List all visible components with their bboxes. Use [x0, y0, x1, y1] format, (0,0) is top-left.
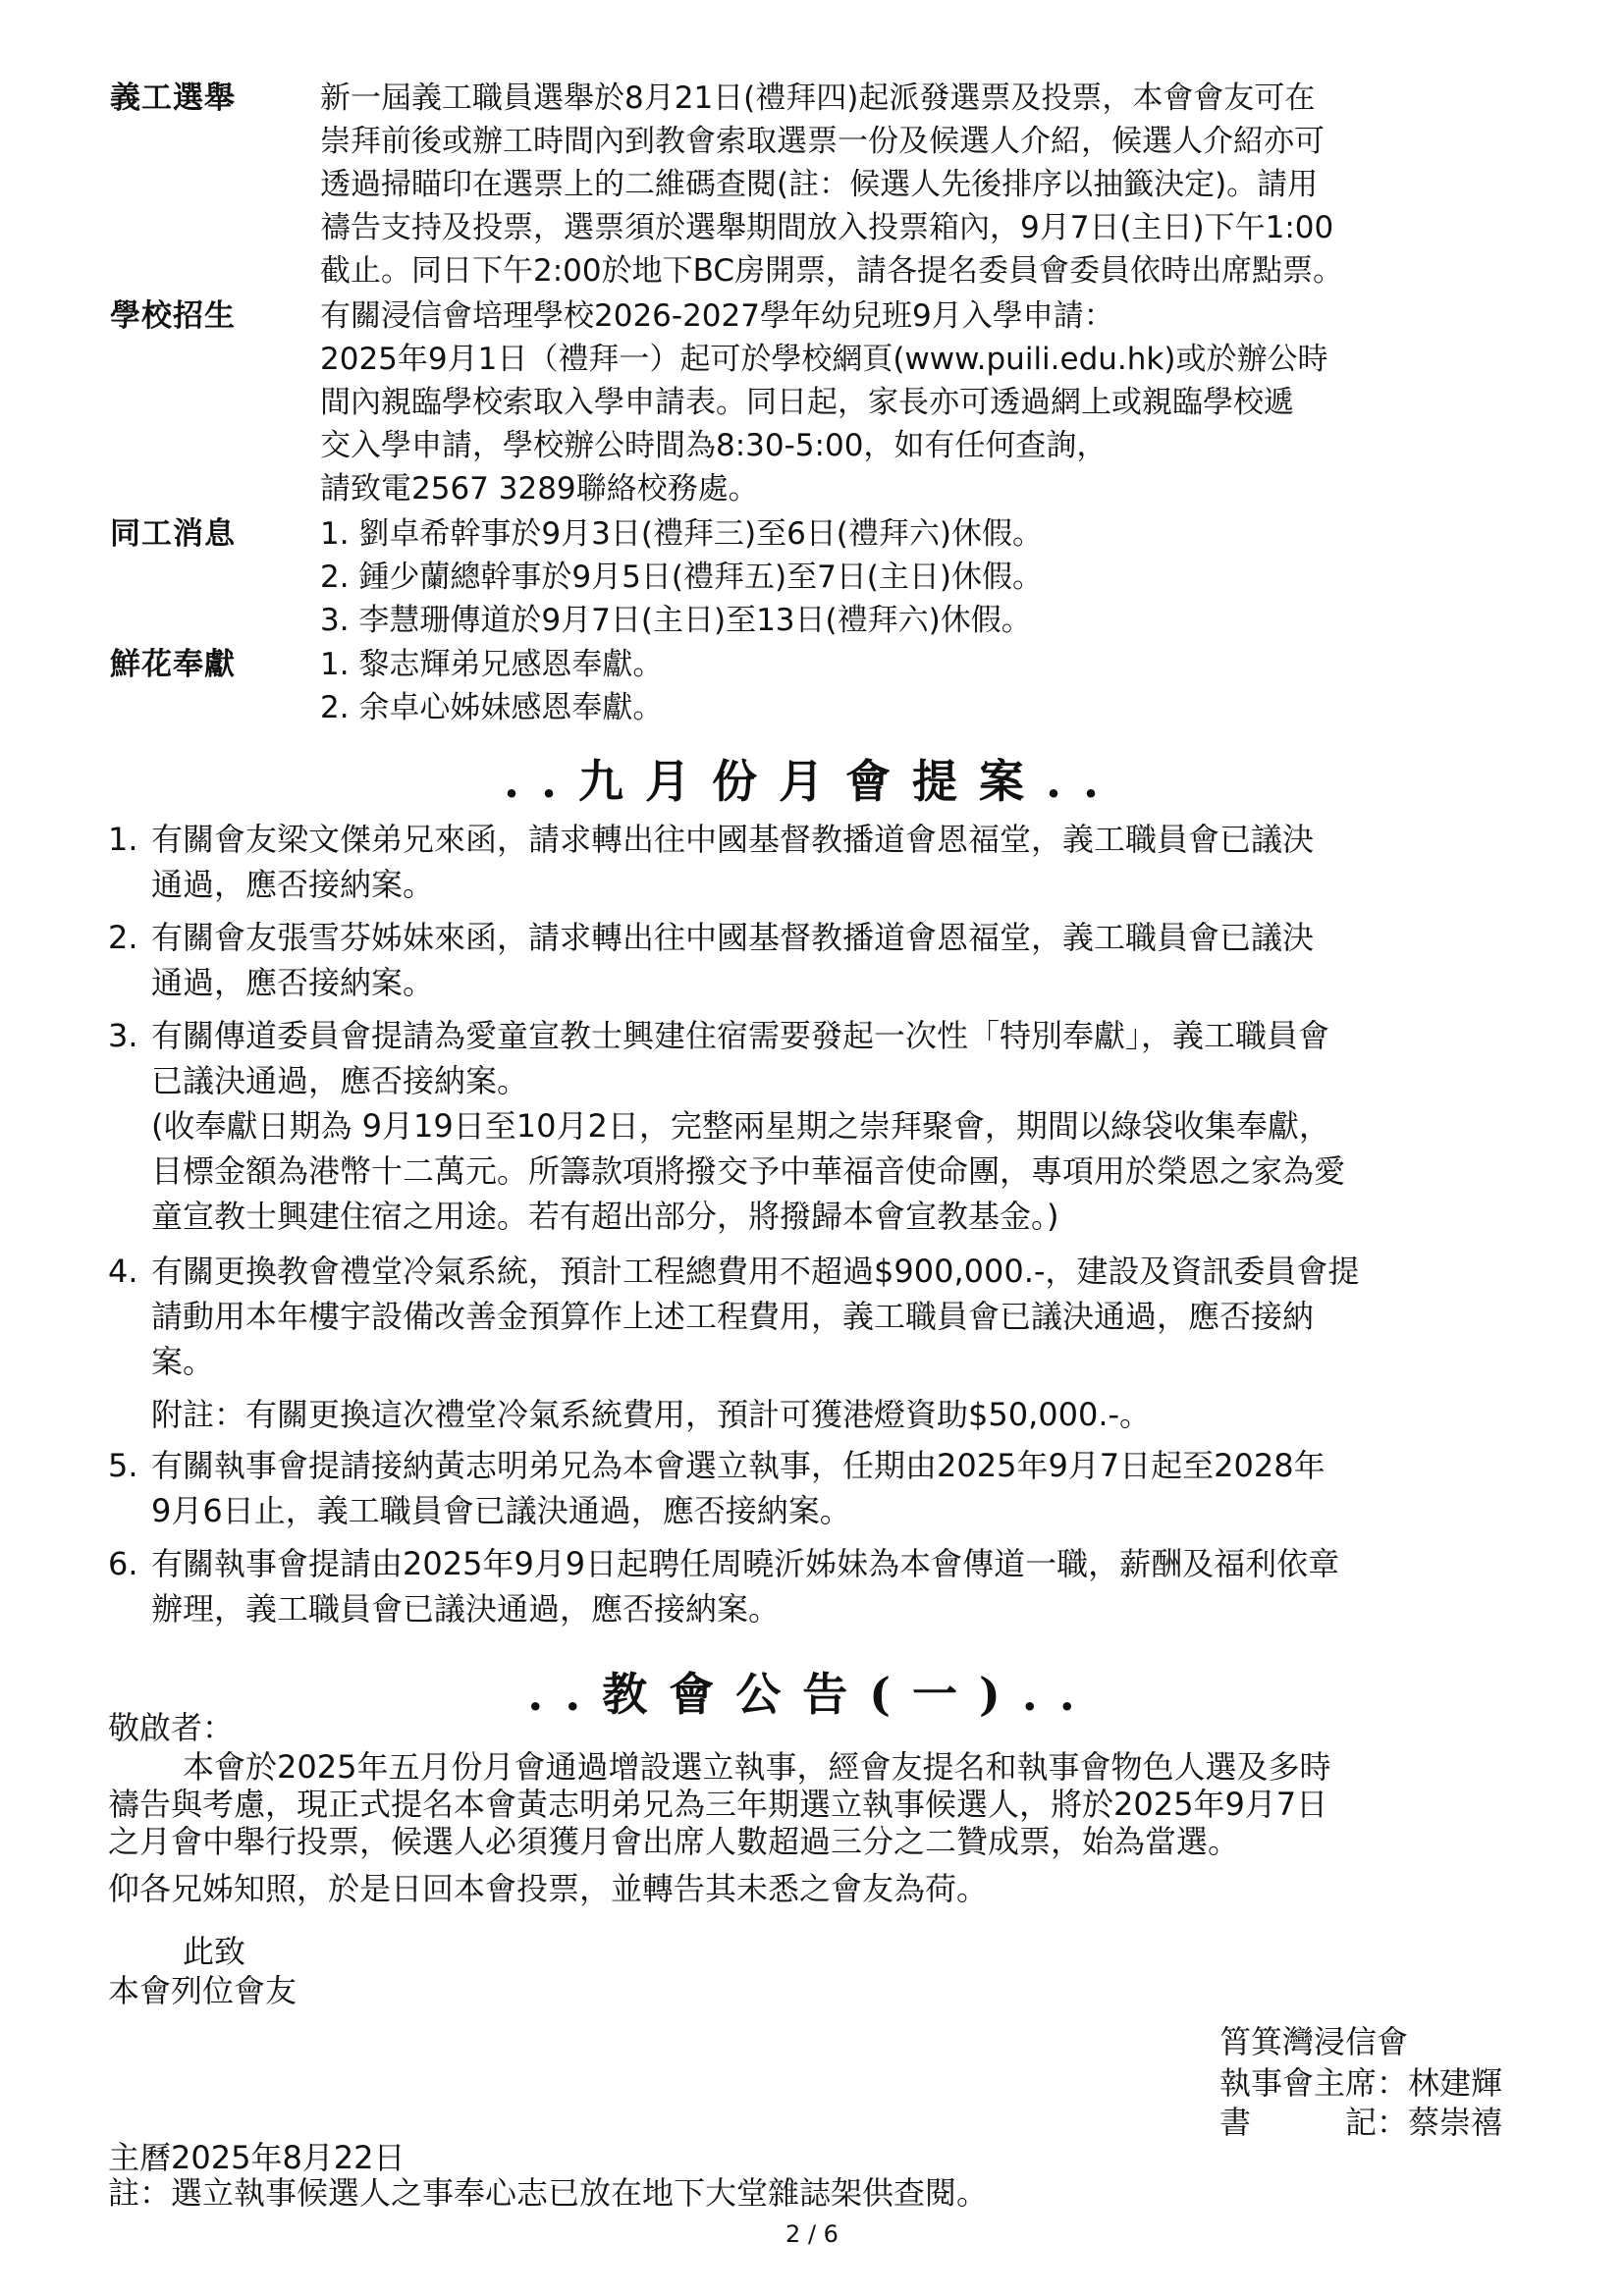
text-line: 辦理，義工職員會已議決通過，應否接納案。	[151, 1590, 781, 1628]
notice-heading: ..教會公告(一)..	[527, 1668, 1097, 1721]
proposal-text	[151, 1013, 1565, 1239]
text-line: 之月會中舉行投票，候選人必須獲月會出席人數超過三分之二贊成票，始為當選。	[108, 1823, 1240, 1860]
list-item: 3. 李慧珊傳道於9月7日(主日)至13日(禮拜六)休假。	[320, 603, 1032, 638]
list-item: 1. 劉卓希幹事於9月3日(禮拜三)至6日(禮拜六)休假。	[320, 516, 1043, 552]
proposal-text	[151, 1541, 1565, 1631]
announcement-label: 學校招生	[110, 298, 236, 334]
proposal-number: 3.	[108, 1017, 138, 1054]
chairman-signature: 執事會主席：林建輝	[1219, 2064, 1503, 2102]
list-item: 2. 余卓心姊妹感恩奉獻。	[320, 690, 664, 725]
announcement-body	[320, 643, 1567, 729]
announcement-body	[320, 512, 1567, 642]
notice-request: 仰各兄姊知照，於是日回本會投票，並轉告其未悉之會友為荷。	[108, 1870, 989, 1907]
text-line: 有關浸信會培理學校2026-2027學年幼兒班9月入學申請：	[320, 298, 1114, 334]
secretary-signature: 書 記：蔡崇禧	[1219, 2104, 1503, 2141]
announcement-body	[320, 77, 1567, 293]
proposal-number: 5.	[108, 1447, 138, 1484]
text-line: (收奉獻日期為 9月19日至10月2日，完整兩星期之崇拜聚會，期間以綠袋收集奉獻，	[151, 1107, 1330, 1145]
proposal-text	[151, 1249, 1565, 1437]
list-item: 1. 黎志輝弟兄感恩奉獻。	[320, 647, 664, 682]
text-line: 童宣教士興建住宿之用途。若有超出部分，將撥歸本會宣教基金。)	[151, 1198, 1059, 1235]
text-line: 間內親臨學校索取入學申請表。同日起，家長亦可透過網上或親臨學校遞	[320, 385, 1294, 420]
text-line: 通過，應否接納案。	[151, 964, 435, 1001]
salutation: 敬啟者：	[108, 1709, 235, 1746]
closing: 此致	[183, 1933, 246, 1970]
proposal-number: 1.	[108, 821, 138, 858]
proposal-footnote: 附註：有關更換這次禮堂冷氣系統費用，預計可獲港燈資助$50,000.-。	[151, 1396, 1152, 1433]
proposal-number: 6.	[108, 1545, 138, 1582]
church-name: 筲箕灣浸信會	[1219, 2023, 1409, 2060]
text-line: 目標金額為港幣十二萬元。所籌款項將撥交予中華福音使命團，專項用於榮恩之家為愛	[151, 1152, 1346, 1190]
recipient: 本會列位會友	[108, 1972, 298, 2009]
text-line: 通過，應否接納案。	[151, 866, 435, 903]
text-line: 透過掃瞄印在選票上的二維碼查閱(註：候選人先後排序以抽籤決定)。請用	[320, 167, 1319, 202]
announcement-label: 同工消息	[110, 516, 236, 552]
page-number: 2 / 6	[785, 2220, 839, 2248]
text-line: 請致電2567 3289聯絡校務處。	[320, 471, 759, 507]
text-line: 有關會友梁文傑弟兄來函，請求轉出往中國基督教播道會恩福堂，義工職員會已議決	[151, 821, 1315, 858]
proposal-number: 4.	[108, 1253, 138, 1290]
text-line: 有關更換教會禮堂冷氣系統，預計工程總費用不超過$900,000.-，建設及資訊委員會提	[151, 1253, 1360, 1290]
text-line: 本會於2025年五月份月會通過增設選立執事，經會友提名和執事會物色人選及多時	[183, 1748, 1331, 1786]
proposals-heading: ..九月份月會提案..	[503, 755, 1121, 808]
text-line: 崇拜前後或辦工時間內到教會索取選票一份及候選人介紹，候選人介紹亦可	[320, 124, 1325, 159]
text-line: 請動用本年樓宇設備改善金預算作上述工程費用，義工職員會已議決通過，應否接納	[151, 1298, 1315, 1335]
proposal-text	[151, 817, 1565, 907]
text-line: 交入學申請，學校辦公時間為8:30-5:00，如有任何查詢，	[320, 428, 1108, 463]
proposal-text	[151, 1443, 1565, 1533]
text-line: 案。	[151, 1343, 215, 1380]
list-item: 2. 鍾少蘭總幹事於9月5日(禮拜五)至7日(主日)休假。	[320, 560, 1043, 595]
text-line: 9月6日止，義工職員會已議決通過，應否接納案。	[151, 1492, 851, 1529]
proposal-number: 2.	[108, 919, 138, 956]
text-line: 2025年9月1日（禮拜一）起可於學校網頁(www.puili.edu.hk)或於辦公時	[320, 342, 1328, 377]
text-line: 禱告支持及投票，選票須於選舉期間放入投票箱內，9月7日(主日)下午1:00	[320, 210, 1334, 245]
text-line: 已議決通過，應否接納案。	[151, 1062, 529, 1099]
proposal-text	[151, 915, 1565, 1005]
notice-date: 主曆2025年8月22日	[108, 2139, 406, 2176]
announcement-label: 鮮花奉獻	[110, 647, 236, 682]
text-line: 有關傳道委員會提請為愛童宣教士興建住宿需要發起一次性「特別奉獻」，義工職員會	[151, 1017, 1330, 1054]
text-line: 新一屆義工職員選舉於8月21日(禮拜四)起派發選票及投票，本會會友可在	[320, 80, 1316, 116]
announcement-body	[320, 294, 1567, 510]
text-line: 截止。同日下午2:00於地下BC房開票，請各提名委員會委員依時出席點票。	[320, 253, 1343, 289]
notice-note: 註：選立執事候選人之事奉心志已放在地下大堂雜誌架供查閱。	[108, 2174, 989, 2212]
text-line: 有關執事會提請由2025年9月9日起聘任周曉沂姊妹為本會傳道一職，薪酬及福利依章	[151, 1545, 1340, 1582]
text-line: 有關會友張雪芬姊妹來函，請求轉出往中國基督教播道會恩福堂，義工職員會已議決	[151, 919, 1315, 956]
text-line: 禱告與考慮，現正式提名本會黃志明弟兄為三年期選立執事候選人，將於2025年9月7日	[108, 1786, 1328, 1823]
announcement-label: 義工選舉	[110, 80, 236, 116]
text-line: 有關執事會提請接納黃志明弟兄為本會選立執事，任期由2025年9月7日起至2028年	[151, 1447, 1326, 1484]
